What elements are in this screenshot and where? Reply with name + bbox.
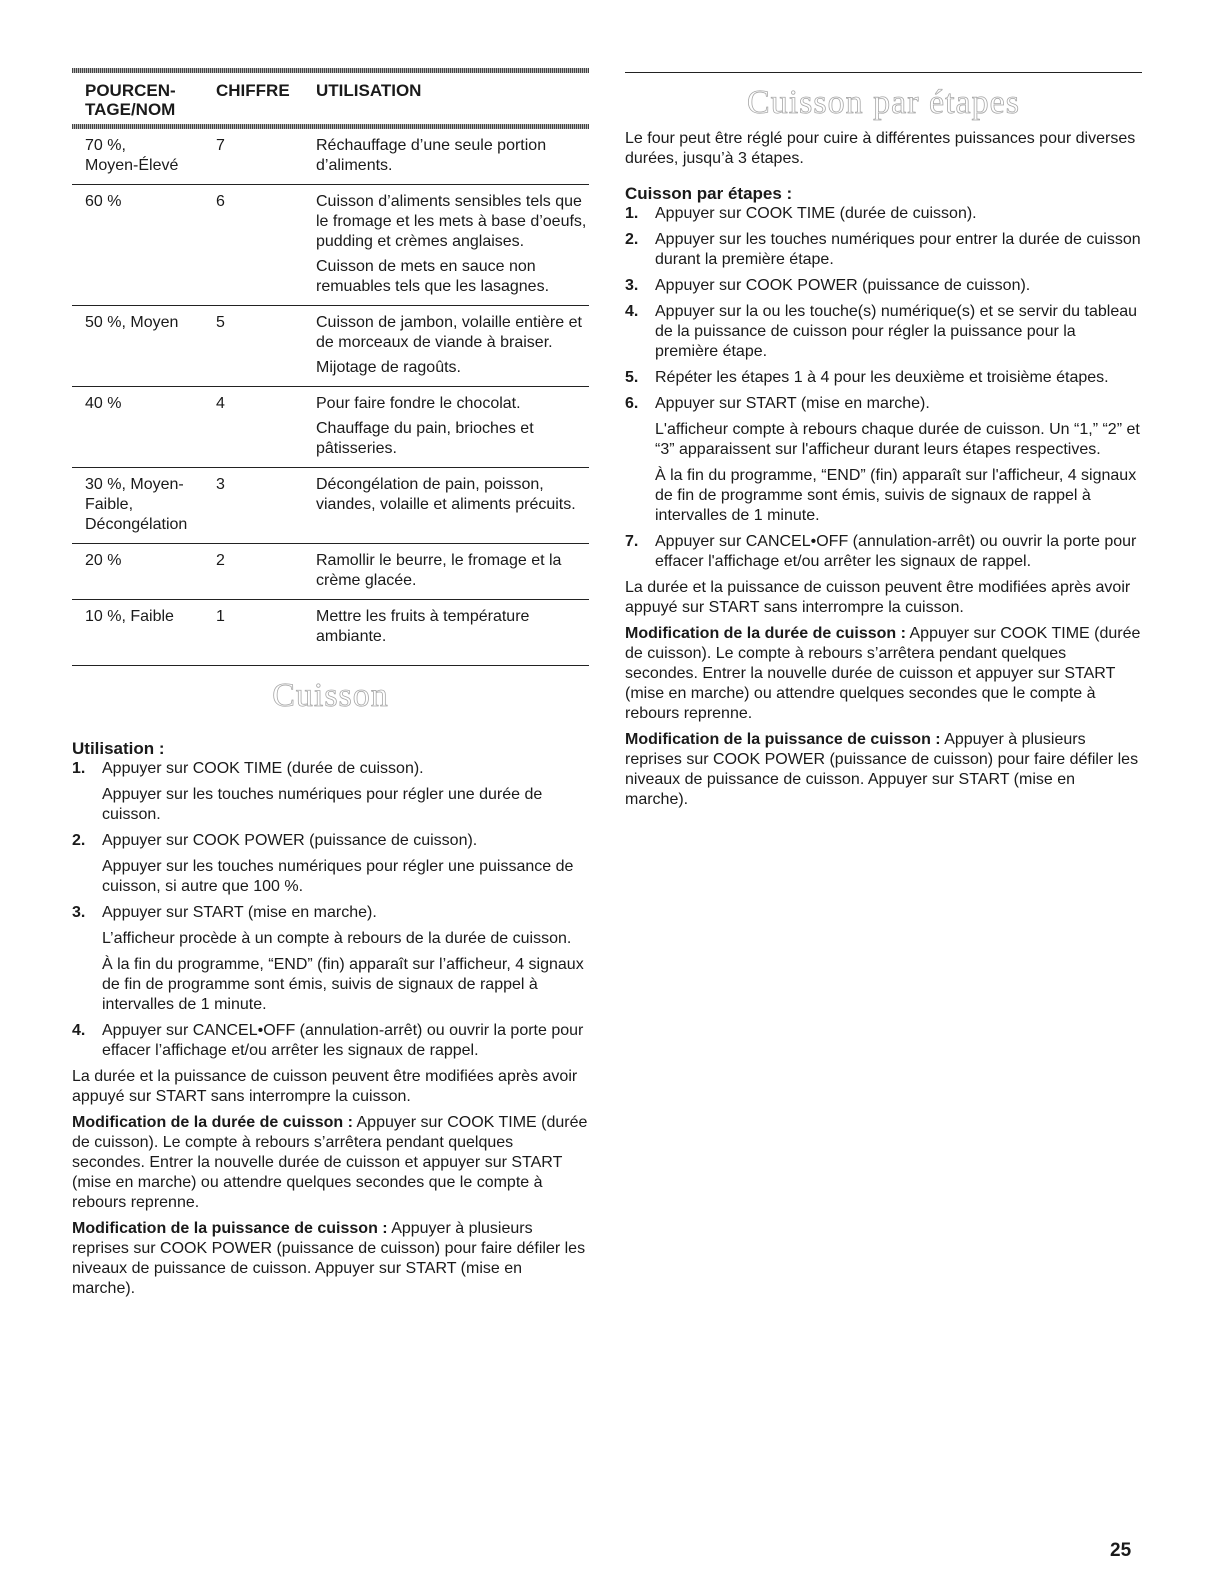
step-number: 4. xyxy=(625,303,639,320)
step-item xyxy=(625,532,1142,572)
row-percentage: 40 % xyxy=(85,395,122,412)
usage-text: Cuisson de jambon, volaille entière et de morceaux de viande à braiser. xyxy=(316,314,582,351)
row-number: 1 xyxy=(216,608,225,625)
step-text: Appuyer sur START (mise en marche). xyxy=(102,904,377,921)
etapes-intro: Le four peut être réglé pour cuire à différentes puissances pour diverses durées, jusqu’à 3 étapes. xyxy=(625,130,1136,167)
etapes-mod-time-label: Modification de la durée de cuisson : xyxy=(625,625,906,642)
row-number: 4 xyxy=(216,395,225,412)
etapes-note: La durée et la puissance de cuisson peuvent être modifiées après avoir appuyé sur START sans interrompre la cuisson. xyxy=(625,579,1131,616)
usage-text: Pour faire fondre le chocolat. xyxy=(316,395,521,412)
step-body xyxy=(102,831,589,897)
step-text: Appuyer sur COOK POWER (puissance de cuisson). xyxy=(102,832,478,849)
step-item xyxy=(625,302,1142,362)
step-item xyxy=(625,230,1142,270)
step-text: L’afficheur procède à un compte à rebours de la durée de cuisson. xyxy=(102,930,572,947)
row-number: 2 xyxy=(216,552,225,569)
row-number: 7 xyxy=(216,137,225,154)
power-table xyxy=(72,68,589,655)
step-text: Appuyer sur la ou les touche(s) numérique(s) et se servir du tableau de la puissance de cuisson pour régler la puissance pour la première étape. xyxy=(655,303,1138,360)
step-body xyxy=(655,276,1030,296)
row-percentage: 50 %, Moyen xyxy=(85,314,179,331)
etapes-mod-power-label: Modification de la puissance de cuisson : xyxy=(625,731,941,748)
cuisson-mod-time xyxy=(72,1113,589,1213)
step-body xyxy=(655,532,1142,572)
step-body xyxy=(102,759,589,825)
step-item xyxy=(72,1021,589,1061)
row-number: 3 xyxy=(216,476,225,493)
step-text: Répéter les étapes 1 à 4 pour les deuxième et troisième étapes. xyxy=(655,369,1109,386)
usage-text: Mijotage de ragoûts. xyxy=(316,359,461,376)
step-item xyxy=(625,394,1142,526)
usage-text: Ramollir le beurre, le fromage et la crème glacée. xyxy=(316,552,562,589)
step-text: Appuyer sur COOK POWER (puissance de cuisson). xyxy=(655,277,1031,294)
step-item xyxy=(72,759,589,825)
step-body xyxy=(655,204,977,224)
row-usage xyxy=(316,475,589,535)
cuisson-mod-power-label: Modification de la puissance de cuisson : xyxy=(72,1220,388,1237)
header-number: CHIFFRE xyxy=(216,81,290,100)
step-body xyxy=(655,230,1142,270)
row-percentage: 20 % xyxy=(85,552,122,569)
step-text: Appuyer sur les touches numériques pour régler une puissance de cuisson, si autre que 100 %. xyxy=(102,858,574,895)
table-row xyxy=(72,306,589,387)
step-item xyxy=(625,368,1142,388)
step-body xyxy=(655,368,1109,388)
step-item xyxy=(625,276,1142,296)
step-text: Appuyer sur START (mise en marche). xyxy=(655,395,930,412)
usage-text: Décongélation de pain, poisson, viandes, volaille et aliments précuits. xyxy=(316,476,576,513)
row-usage xyxy=(316,551,589,591)
table-row xyxy=(72,185,589,306)
step-number: 3. xyxy=(625,277,639,294)
step-number: 1. xyxy=(625,205,639,222)
row-percentage: 70 %, Moyen-Élevé xyxy=(85,137,179,174)
cuisson-subhead: Utilisation : xyxy=(72,739,165,758)
step-text: Appuyer sur COOK TIME (durée de cuisson). xyxy=(655,205,977,222)
usage-text: Réchauffage d’une seule portion d’aliments. xyxy=(316,137,547,174)
table-body xyxy=(72,129,589,655)
cuisson-mod-time-label: Modification de la durée de cuisson : xyxy=(72,1114,353,1131)
row-percentage: 60 % xyxy=(85,193,122,210)
table-row xyxy=(72,544,589,600)
row-number: 6 xyxy=(216,193,225,210)
step-number: 2. xyxy=(625,231,639,248)
table-row xyxy=(72,129,589,185)
step-text: Appuyer sur CANCEL•OFF (annulation-arrêt) ou ouvrir la porte pour effacer l'affichage et/ou arrêter les signaux de rappel. xyxy=(655,533,1137,570)
cuisson-mod-time-text: Appuyer sur COOK TIME (durée de cuisson). Le compte à rebours s’arrêtera pendant quelques secondes. Entrer la nouvelle durée de cuisson et appuyer sur START (mise en marche) ou attendre quelques secondes que le compte à rebours reprenne. xyxy=(72,1114,588,1211)
step-number: 1. xyxy=(72,760,86,777)
row-usage xyxy=(316,394,589,459)
table-row xyxy=(72,600,589,655)
row-usage xyxy=(316,192,589,297)
step-number: 5. xyxy=(625,369,639,386)
row-usage xyxy=(316,313,589,378)
cuisson-note: La durée et la puissance de cuisson peuvent être modifiées après avoir appuyé sur START sans interrompre la cuisson. xyxy=(72,1068,578,1105)
step-body xyxy=(102,1021,589,1061)
step-number: 4. xyxy=(72,1022,86,1039)
step-body xyxy=(655,302,1142,362)
etapes-mod-time xyxy=(625,624,1142,724)
step-item xyxy=(625,204,1142,224)
step-body xyxy=(102,903,589,1015)
step-number: 6. xyxy=(625,395,639,412)
header-percentage: POURCEN- TAGE/NOM xyxy=(85,81,176,119)
step-text: Appuyer sur les touches numériques pour régler une durée de cuisson. xyxy=(102,786,543,823)
step-number: 2. xyxy=(72,832,86,849)
step-item xyxy=(72,903,589,1015)
step-text: À la fin du programme, “END” (fin) apparaît sur l'afficheur, 4 signaux de fin de programme sont émis, suivis de signaux de rappel à intervalles de 1 minute. xyxy=(655,467,1137,524)
step-number: 3. xyxy=(72,904,86,921)
cuisson-steps xyxy=(72,759,589,1061)
page-number: 25 xyxy=(1110,1540,1132,1561)
step-number: 7. xyxy=(625,533,639,550)
etapes-title: Cuisson par étapes xyxy=(747,84,1020,121)
etapes-steps xyxy=(625,204,1142,572)
step-text: Appuyer sur CANCEL•OFF (annulation-arrêt) ou ouvrir la porte pour effacer l’affichage et/ou arrêter les signaux de rappel. xyxy=(102,1022,584,1059)
cuisson-mod-power-text: Appuyer à plusieurs reprises sur COOK POWER (puissance de cuisson) pour faire défiler les niveaux de puissance de cuisson. Appuyer sur START (mise en marche). xyxy=(72,1220,586,1297)
table-header xyxy=(72,73,589,124)
cuisson-mod-power xyxy=(72,1219,589,1299)
left-column xyxy=(72,68,589,1305)
etapes-mod-time-text: Appuyer sur COOK TIME (durée de cuisson). Le compte à rebours s’arrêtera pendant quelques secondes. Entrer la nouvelle durée de cuisson et appuyer sur START (mise en marche) ou attendre quelques secondes que le compte à rebours reprenne. xyxy=(625,625,1141,722)
row-usage xyxy=(316,136,589,176)
etapes-subhead: Cuisson par étapes : xyxy=(625,184,793,203)
row-usage xyxy=(316,607,589,647)
step-text: Appuyer sur COOK TIME (durée de cuisson). xyxy=(102,760,424,777)
header-usage: UTILISATION xyxy=(316,81,422,100)
step-text: À la fin du programme, “END” (fin) apparaît sur l’afficheur, 4 signaux de fin de programme sont émis, suivis de signaux de rappel à intervalles de 1 minute. xyxy=(102,956,584,1013)
step-body xyxy=(655,394,1142,526)
usage-text: Mettre les fruits à température ambiante. xyxy=(316,608,530,645)
usage-text: Cuisson de mets en sauce non remuables tels que les lasagnes. xyxy=(316,258,550,295)
right-column xyxy=(625,72,1142,816)
table-row xyxy=(72,387,589,468)
etapes-mod-power-text: Appuyer à plusieurs reprises sur COOK POWER (puissance de cuisson) pour faire défiler les niveaux de puissance de cuisson. Appuyer sur START (mise en marche). xyxy=(625,731,1139,808)
usage-text: Chauffage du pain, brioches et pâtisseries. xyxy=(316,420,534,457)
usage-text: Cuisson d’aliments sensibles tels que le fromage et les mets à base d’oeufs, pudding et crèmes anglaises. xyxy=(316,193,587,250)
table-row xyxy=(72,468,589,544)
row-percentage: 10 %, Faible xyxy=(85,608,174,625)
step-text: Appuyer sur les touches numériques pour entrer la durée de cuisson durant la première étape. xyxy=(655,231,1141,268)
row-percentage: 30 %, Moyen- Faible, Décongélation xyxy=(85,476,188,533)
step-item xyxy=(72,831,589,897)
step-text: L'afficheur compte à rebours chaque durée de cuisson. Un “1,” “2” et “3” apparaissent sur l'afficheur durant leurs étapes respectives. xyxy=(655,421,1140,458)
row-number: 5 xyxy=(216,314,225,331)
etapes-mod-power xyxy=(625,730,1142,810)
cuisson-title: Cuisson xyxy=(272,677,389,714)
cuisson-rule xyxy=(72,665,589,666)
etapes-rule xyxy=(625,72,1142,73)
